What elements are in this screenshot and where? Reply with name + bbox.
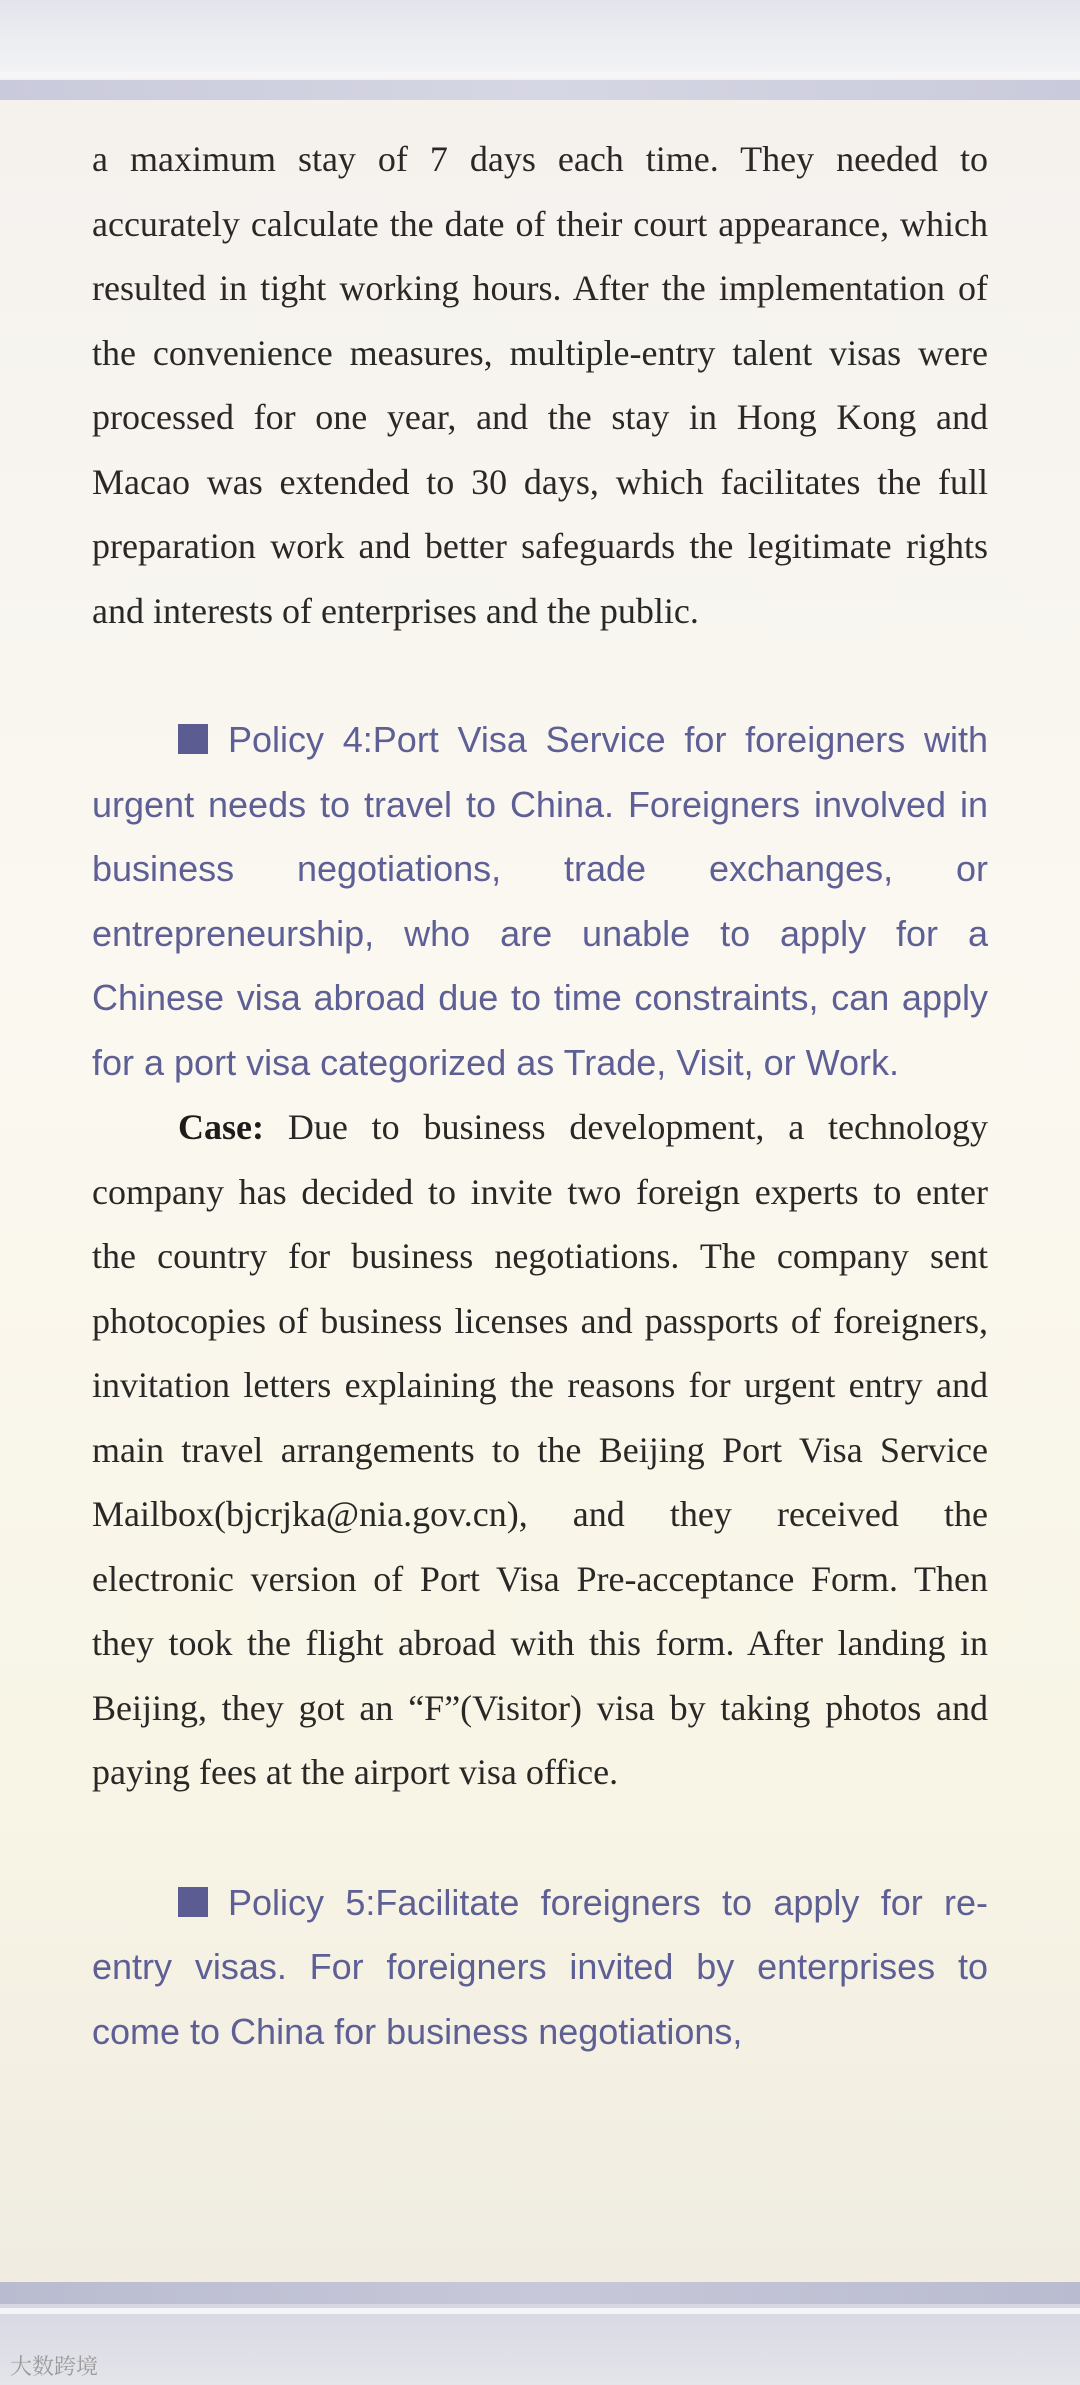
case-paragraph bbox=[92, 1095, 988, 1805]
policy-5-text: Policy 5:Facilitate foreigners to apply for re-entry visas. For foreigners invited by enterprises to come to China for business negotiations, bbox=[92, 1881, 988, 2052]
case-text: Due to business development, a technology company has decided to invite two foreign experts to enter the country for business negotiations. The company sent photocopies of business licenses and passports of foreigners, invitation letters explaining the reasons for urgent entry and main travel arrangements to the Beijing Port Visa Service Mailbox(bjcrjka@nia.gov.cn), and they received the electronic version of Port Visa Pre-acceptance Form. Then they took the flight abroad with this form. After landing in Beijing, they got an “F”(Visitor) visa by taking photos and paying fees at the airport visa office. bbox=[92, 1107, 988, 1792]
article-content bbox=[92, 127, 988, 2064]
policy-4-paragraph bbox=[92, 708, 988, 1095]
top-band-stripe bbox=[0, 80, 1080, 100]
square-bullet-icon bbox=[178, 1887, 208, 1917]
bottom-band-divider bbox=[0, 2308, 1080, 2314]
policy-4-text: Policy 4:Port Visa Service for foreigners with urgent needs to travel to China. Foreigners involved in business negotiations, trade exchanges, or entrepreneurship, who are unable to apply for a Chinese visa abroad due to time constraints, can apply for a port visa categorized as Trade, Visit, or Work. bbox=[92, 719, 988, 1083]
bottom-band-stripe bbox=[0, 2282, 1080, 2304]
top-decorative-band bbox=[0, 0, 1080, 72]
square-bullet-icon bbox=[178, 724, 208, 754]
watermark-logo: 大数跨境 bbox=[10, 2355, 99, 2380]
bottom-decorative-band bbox=[0, 2282, 1080, 2385]
intro-paragraph: a maximum stay of 7 days each time. They needed to accurately calculate the date of their court appearance, which resulted in tight working hours. After the implementation of the convenience measures, multiple-entry talent visas were processed for one year, and the stay in Hong Kong and Macao was extended to 30 days, which facilitates the full preparation work and better safeguards the legitimate rights and interests of enterprises and the public. bbox=[92, 139, 988, 631]
top-band-divider bbox=[0, 72, 1080, 78]
case-label: Case: bbox=[178, 1107, 264, 1147]
policy-5-paragraph bbox=[92, 1871, 988, 2065]
